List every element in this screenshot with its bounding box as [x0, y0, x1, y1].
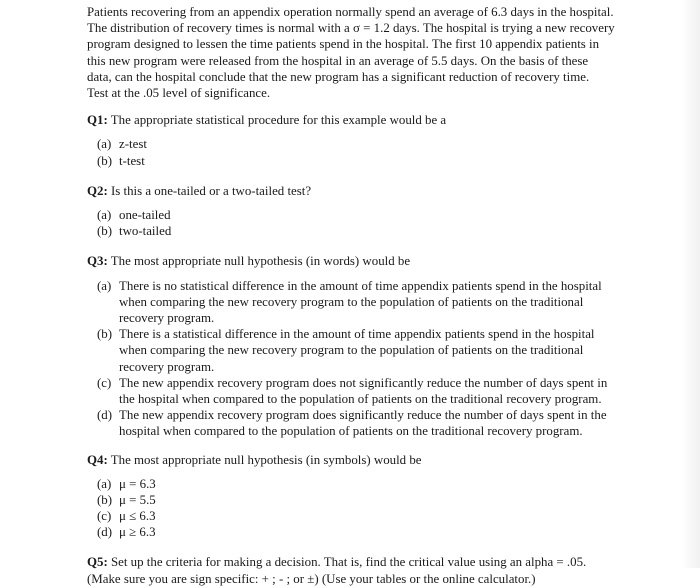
option-text-line: recovery program.: [119, 359, 215, 374]
question-1-options: [87, 136, 676, 168]
option-text-line: There is no statistical difference in the amount of time appendix patients spend in the hospital: [119, 278, 602, 293]
question-3: [87, 253, 676, 439]
intro-line: Test at the .05 level of significance.: [87, 86, 271, 101]
question-5-number: Q5:: [87, 554, 108, 569]
option-label: (b): [97, 224, 113, 239]
option-c[interactable]: [97, 375, 676, 407]
option-text: t-test: [119, 153, 145, 168]
option-text: μ = 6.3: [119, 476, 156, 491]
option-label: (a): [97, 278, 112, 293]
option-text: [119, 326, 676, 375]
option-b[interactable]: [97, 326, 676, 375]
option-b[interactable]: [97, 492, 676, 508]
option-label: (d): [97, 525, 113, 540]
option-text: [119, 278, 676, 327]
option-text-line: The new appendix recovery program does not significantly reduce the number of days spent in: [119, 375, 608, 390]
option-label: (d): [97, 408, 113, 423]
question-5-text: Set up the criteria for making a decision. That is, find the critical value using an alpha = .05.: [107, 554, 587, 569]
option-text: [119, 407, 676, 439]
intro-line: Patients recovering from an appendix operation normally spend an average of 6.3 days in the hospital.: [87, 5, 614, 19]
option-text: μ ≤ 6.3: [119, 509, 156, 524]
question-2-options: [87, 207, 676, 239]
option-label: (b): [97, 493, 113, 508]
option-label: (b): [97, 153, 113, 168]
option-text: μ ≥ 6.3: [119, 525, 156, 540]
option-d[interactable]: [97, 407, 676, 439]
question-1-number: Q1:: [87, 113, 108, 128]
question-3-text: The most appropriate null hypothesis (in words) would be: [107, 254, 411, 269]
question-2: [87, 183, 676, 240]
option-text-line: The new appendix recovery program does significantly reduce the number of days spent in the: [119, 408, 607, 423]
option-text: [119, 375, 676, 407]
question-5-note: (Make sure you are sign specific: + ; - ; or ±) (Use your tables or the online calculator.): [87, 571, 536, 586]
option-text-line: when comparing the new recovery program to the population of patients on the traditional: [119, 343, 584, 358]
option-text-line: recovery program.: [119, 311, 215, 326]
option-label: (a): [97, 137, 112, 152]
option-label: (a): [97, 476, 112, 491]
question-3-number: Q3:: [87, 254, 108, 269]
question-4-prompt: [87, 452, 676, 468]
option-text-line: when comparing the new recovery program to the population of patients on the traditional: [119, 294, 584, 309]
question-2-prompt: [87, 183, 676, 199]
question-1-text: The appropriate statistical procedure for this example would be a: [107, 113, 447, 128]
question-4-text: The most appropriate null hypothesis (in symbols) would be: [107, 452, 422, 467]
option-d[interactable]: [97, 524, 676, 540]
option-text: one-tailed: [119, 208, 171, 223]
option-text: z-test: [119, 137, 147, 152]
option-a[interactable]: [97, 136, 676, 152]
option-text-line: the hospital when compared to the population of patients on the traditional recovery program.: [119, 392, 602, 407]
option-label: (c): [97, 509, 112, 524]
option-label: (b): [97, 327, 113, 342]
option-b[interactable]: [97, 223, 676, 239]
question-4: [87, 452, 676, 541]
option-text: two-tailed: [119, 224, 172, 239]
question-5-prompt: [87, 554, 676, 571]
option-text-line: hospital when compared to the population of patients on the traditional recovery program.: [119, 424, 583, 439]
option-text-line: There is a statistical difference in the amount of time appendix patients spend in the hospital: [119, 327, 595, 342]
intro-line: program designed to lessen the time patients spend in the hospital. The first 10 appendix patients in: [87, 37, 600, 52]
question-2-text: Is this a one-tailed or a two-tailed test?: [107, 183, 312, 198]
option-label: (a): [97, 208, 112, 223]
question-3-options: [87, 278, 676, 440]
question-4-number: Q4:: [87, 452, 108, 467]
question-3-prompt: [87, 253, 676, 269]
option-a[interactable]: [97, 207, 676, 223]
intro-line: data, can the hospital conclude that the new program has a significant reduction of recovery time.: [87, 69, 590, 84]
option-a[interactable]: [97, 476, 676, 492]
option-b[interactable]: [97, 153, 676, 169]
option-c[interactable]: [97, 508, 676, 524]
question-4-options: [87, 476, 676, 541]
question-2-number: Q2:: [87, 183, 108, 198]
question-5: [87, 554, 676, 588]
question-1-prompt: [87, 112, 676, 128]
problem-statement: [87, 4, 676, 101]
question-1: [87, 112, 676, 169]
option-a[interactable]: [97, 278, 676, 327]
intro-line: this new program were released from the hospital in an average of 5.5 days. On the basis of these: [87, 53, 589, 68]
option-label: (c): [97, 375, 112, 390]
intro-line: The distribution of recovery times is normal with a σ = 1.2 days. The hospital is trying a new recovery: [87, 21, 615, 36]
option-text: μ = 5.5: [119, 493, 156, 508]
page-edge-shadow: [682, 0, 700, 568]
